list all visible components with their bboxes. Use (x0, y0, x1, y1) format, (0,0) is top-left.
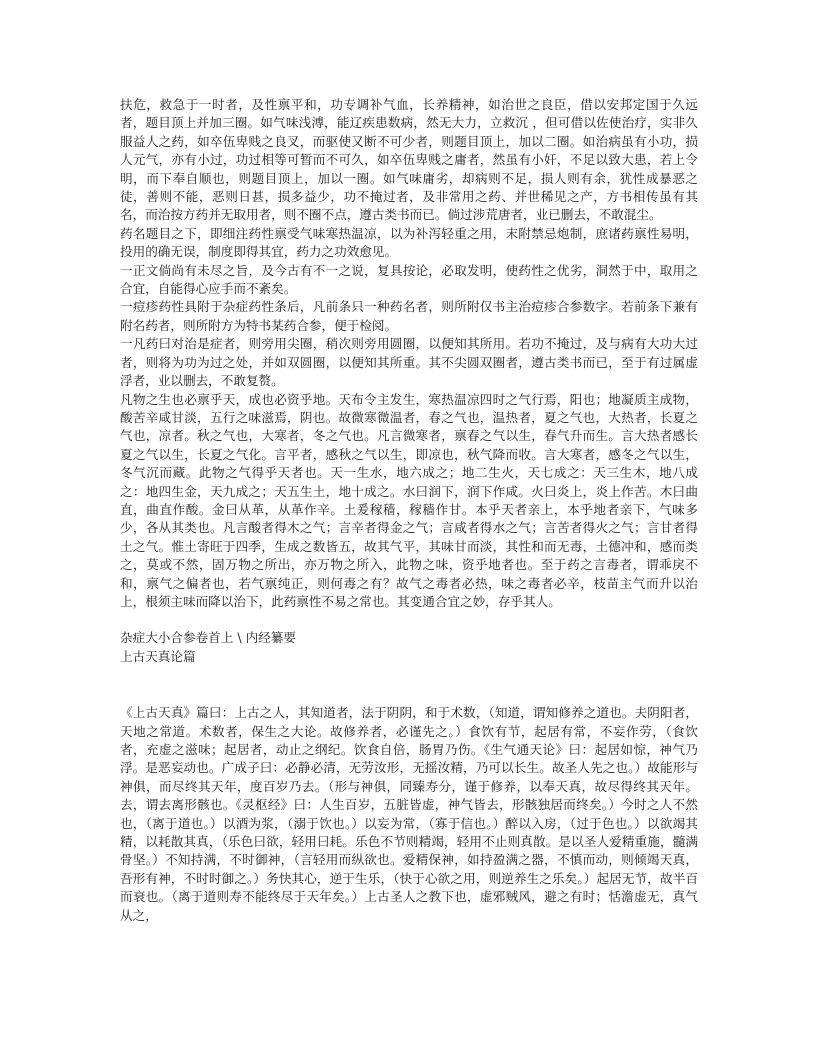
section-heading-chapter: 上古天真论篇 (120, 648, 196, 664)
paragraph-nature-of-drugs: 凡物之生也必禀乎天，成也必资乎地。天布令主发生，寒热温凉四时之气行焉，阳也；地凝质主成物，酸苦辛咸甘淡，五行之味滋焉，阴也。故微寒微温者，春之气也，温热者，夏之气也，大热者，长夏之气也，凉者。秋之气也，大寒者，冬之气也。凡言微寒者，禀春之气以生，春气升而生。言大热者感长夏之气以生，长夏之气化。言平者，感秋之气以生，即凉也，秋气降而收。言大寒者，感冬之气以生，冬气沉而藏。此物之气得乎天者也。天一生水，地六成之；地二生火，天七成之：天三生木，地八成之：地四生金，天九成之；天五生土，地十成之。水曰润下，润下作咸。火曰炎上，炎上作苦。木曰曲直，曲直作酸。金曰从革，从革作辛。土爰稼穑，稼穑作甘。本乎天者亲上，本乎地者亲下，气味多少，各从其类也。凡言酸者得木之气；言辛者得金之气；言咸者得水之气；言苦者得火之气；言甘者得土之气。惟土寄旺于四季，生成之数皆五，故其气平，其味甘而淡，其性和而无毒，土德冲和，感而类之，莫或不然，固万物之所出，亦万物之所入，此物之味，资乎地者也。至于药之言毒者，谓乖戾不和，禀气之偏者也，若气禀纯正，则何毒之有？故气之毒者必热，味之毒者必辛，枝苗主气而升以治上，根须主味而降以治下，此药禀性不易之常也。其变通合宜之妙，存乎其人。 (120, 391, 698, 609)
paragraph-shanggu-tianzhen: 《上古天真》篇曰：上古之人，其知道者，法于阴阴，和于术数，（知道，谓知修养之道也。夫阴阳者，天地之常道。术数者，保生之大论。故修养者，必谨先之。）食饮有节，起居有常，不妄作劳，（食饮者，充虚之滋味；起居者，动止之纲纪。饮食自倍，肠胃乃伤。《生气通天论》曰：起居如惊，神气乃浮。是恶妄动也。广成子曰：必静必清，无劳汝形，无摇汝精，乃可以长生。故圣人先之也。）故能形与神俱，而尽终其天年，度百岁乃去。（形与神俱，同臻寿分，谨于修养，以奉天真，故尽得终其天年。去，谓去离形骸也。《灵枢经》曰：人生百岁，五脏皆虚，神气皆去，形骸独居而终矣。）今时之人不然也，（离于道也。）以酒为浆，（溺于饮也。）以妄为常，（寡于信也。）醉以入房，（过于色也。）以欲竭其精，以耗散其真，（乐色曰欲，轻用曰耗。乐色不节则精竭，轻用不止则真散。是以圣人爱精重施，髓满骨坚。）不知持满，不时御神，（言轻用而纵欲也。爱精保神，如持盈满之器，不慎而动，则倾竭天真，吾形有神，不时时御之。）务快其心，逆于生乐，（快于心欲之用，则逆养生之乐矣。）起居无节，故半百而衰也。（离于道则寿不能终尽于天年矣。）上古圣人之教下也，虚邪贼风，避之有时；恬澹虚无，真气从之， (120, 705, 698, 923)
section-gap (120, 611, 698, 629)
paragraph-circle-marks: 一凡药曰对治是症者，则旁用尖圈，稍次则旁用圆圈，以便知其所用。若功不掩过，及与病有大功大过者，则将为功为过之处，并如双圆圈，以便知其所重。其不尖圆双圈者，遵古类书而已，至于有过属虚浮者，业以删去，不敢复赘。 (120, 336, 698, 389)
section-gap (120, 666, 698, 704)
document-page (120, 96, 698, 925)
paragraph-grading-rules: 扶危，救急于一时者，及性禀平和，功专调补气血，长养精神，如治世之良臣，借以安邦定国于久远者，题目顶上并加三圈。如气味浅溥，能辽疾患数病，然无大力，立救沉 ，但可借以佐使治疗，实非久服益人之药，如卒伍卑贱之良叉，而驱使又断不可少者，则题目顶上，加以二圈。如治病虽有小功，损人元气，亦有小过，功过相等可暂而不可久，如卒伍卑贱之庸者，然虽有小奸，不足以致大患，若上令明，而下奉自顺也，则题目顶上，加以一圈。如气味庸劣，却病则不足，损人则有余，犹性成暴恶之徒，善则不能，恶则日甚，损多益少，功不掩过者，及非常用之药、并世稀见之产，方书相传虽有其名，而治按方药并无取用者，则不圈不点，遵古类书而已。倘过涉荒唐者，业已删去，不敢混尘。 (120, 97, 698, 223)
paragraph-commentary-rules: 一正文倘尚有未尽之旨，及今古有不一之说，复具按论，必取发明，使药性之优劣，洞然于中，取用之合宜，自能得心应手而不紊矣。 (120, 262, 698, 297)
paragraph-annotation-rules: 药名题目之下，即细注药性禀受气味寒热温凉，以为补泻轻重之用，末附禁忌炮制，庶诸药禀性易明，投用的确无误，制度即得其宜，药力之功效愈见。 (120, 225, 698, 260)
paragraph-pox-rules: 一痘疹药性具附于杂症药性条后，凡前条只一种药名者，则所附仅书主治痘疹合参数字。若前条下兼有附名药者，则所附方为特书某药合参，便于检阅。 (120, 299, 698, 333)
section-heading-volume: 杂症大小合参卷首上 \ 内经纂要 (120, 630, 296, 646)
